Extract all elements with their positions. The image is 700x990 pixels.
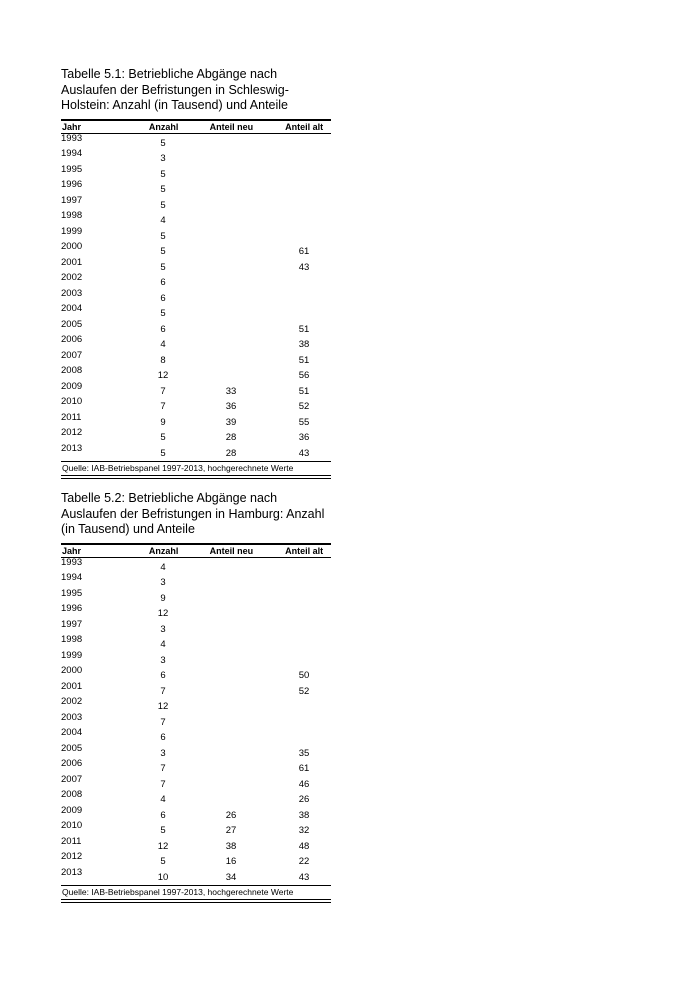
cell-anteil-alt xyxy=(277,573,331,589)
table-row xyxy=(61,397,331,413)
cell-jahr: 2003 xyxy=(61,711,83,723)
table-row xyxy=(61,242,331,258)
bottom-rule xyxy=(61,899,331,903)
table-row xyxy=(61,413,331,429)
cell-anteil-alt: 48 xyxy=(298,840,310,852)
cell-jahr: 2006 xyxy=(61,758,83,769)
cell-anteil-alt: 38 xyxy=(298,339,310,350)
header-anzahl: Anzahl xyxy=(148,121,179,132)
cell-anzahl: 12 xyxy=(157,840,169,852)
cell-anzahl: 5 xyxy=(160,447,166,459)
table-title: Tabelle 5.1: Betriebliche Abgänge nach Auslaufen der Befristungen in Schleswig-Holstein: Anzahl (in Tausend) und Anteile xyxy=(61,67,289,112)
table-row xyxy=(61,868,331,884)
cell-jahr: 2000 xyxy=(61,241,83,252)
table-row xyxy=(61,775,331,791)
header-anteil-alt: Anteil alt xyxy=(285,121,324,132)
cell-anteil-neu: 28 xyxy=(225,432,237,443)
cell-anteil-alt: 51 xyxy=(298,354,310,366)
cell-jahr: 2001 xyxy=(61,256,83,268)
table-row xyxy=(61,382,331,398)
cell-jahr: 2013 xyxy=(61,866,83,878)
cell-anzahl: 5 xyxy=(160,168,166,180)
cell-anteil-alt xyxy=(277,165,331,181)
cell-jahr: 2006 xyxy=(61,334,83,345)
cell-anzahl: 5 xyxy=(160,184,166,195)
cell-jahr: 2007 xyxy=(61,349,83,361)
cell-anteil-alt: 36 xyxy=(298,432,310,443)
cell-anteil-alt: 52 xyxy=(298,685,310,697)
cell-anteil-neu: 27 xyxy=(225,825,237,836)
cell-anzahl: 5 xyxy=(160,825,166,836)
cell-anteil-alt: 55 xyxy=(298,416,310,428)
cell-anteil-neu: 28 xyxy=(225,447,237,459)
cell-jahr: 2008 xyxy=(61,789,83,800)
cell-anzahl: 3 xyxy=(160,623,166,635)
cell-anteil-neu xyxy=(185,304,277,320)
cell-jahr: 2008 xyxy=(61,365,83,376)
table-row xyxy=(61,351,331,367)
cell-anteil-neu xyxy=(185,775,277,791)
cell-anteil-alt: 56 xyxy=(298,370,310,381)
cell-jahr: 1996 xyxy=(61,603,83,614)
cell-anteil-neu: 26 xyxy=(225,809,237,821)
cell-jahr: 1999 xyxy=(61,225,83,237)
cell-anzahl: 5 xyxy=(160,856,166,867)
cell-jahr: 2011 xyxy=(61,835,82,847)
cell-anteil-neu xyxy=(185,682,277,698)
cell-anzahl: 3 xyxy=(160,747,166,759)
cell-anteil-alt xyxy=(277,211,331,227)
cell-anteil-neu xyxy=(185,635,277,651)
cell-anzahl: 7 xyxy=(160,763,166,774)
cell-anteil-neu: 39 xyxy=(225,416,237,428)
cell-anteil-alt: 38 xyxy=(298,809,310,821)
cell-anteil-alt: 43 xyxy=(298,261,310,273)
cell-anteil-neu xyxy=(185,258,277,274)
cell-anteil-alt: 43 xyxy=(298,447,310,459)
table-row xyxy=(61,428,331,444)
cell-anzahl: 7 xyxy=(160,401,166,412)
table-row xyxy=(61,320,331,336)
cell-anteil-neu xyxy=(185,273,277,289)
cell-anteil-alt xyxy=(277,604,331,620)
header-anteil-neu: Anteil neu xyxy=(209,121,254,132)
table-row xyxy=(61,211,331,227)
cell-anteil-neu xyxy=(185,604,277,620)
table-row xyxy=(61,335,331,351)
cell-anteil-alt xyxy=(277,635,331,651)
cell-jahr: 2003 xyxy=(61,287,83,299)
cell-jahr: 1993 xyxy=(61,132,83,144)
cell-anteil-neu xyxy=(185,320,277,336)
table-title: Tabelle 5.2: Betriebliche Abgänge nach Auslaufen der Befristungen in Hamburg: Anzahl (in Tausend) und Anteile xyxy=(61,491,325,536)
cell-anteil-alt xyxy=(277,304,331,320)
cell-anteil-neu xyxy=(185,620,277,636)
cell-jahr: 2009 xyxy=(61,804,83,816)
table-body xyxy=(61,134,331,460)
cell-anteil-alt xyxy=(277,558,331,574)
cell-jahr: 1999 xyxy=(61,649,83,661)
cell-anteil-alt: 51 xyxy=(298,385,310,397)
cell-anteil-alt xyxy=(277,196,331,212)
table-row xyxy=(61,821,331,837)
cell-anzahl: 6 xyxy=(160,732,166,743)
cell-anzahl: 5 xyxy=(160,246,166,257)
cell-anteil-alt: 61 xyxy=(298,246,310,257)
cell-anteil-neu xyxy=(185,165,277,181)
table-row xyxy=(61,790,331,806)
cell-anzahl: 3 xyxy=(160,654,166,666)
cell-jahr: 2001 xyxy=(61,680,83,692)
table-row xyxy=(61,134,331,150)
cell-jahr: 2000 xyxy=(61,665,83,676)
source-note: Quelle: IAB-Betriebspanel 1997-2013, hochgerechnete Werte xyxy=(62,887,294,897)
cell-anteil-neu xyxy=(185,196,277,212)
table-body xyxy=(61,558,331,884)
header-anteil-neu: Anteil neu xyxy=(209,545,254,556)
cell-anzahl: 7 xyxy=(160,778,166,790)
cell-anteil-neu xyxy=(185,759,277,775)
cell-anzahl: 4 xyxy=(160,339,166,350)
source-note: Quelle: IAB-Betriebspanel 1997-2013, hochgerechnete Werte xyxy=(62,463,294,473)
cell-jahr: 2010 xyxy=(61,396,83,407)
cell-anzahl: 4 xyxy=(160,794,166,805)
table-row xyxy=(61,713,331,729)
cell-anteil-neu xyxy=(185,713,277,729)
header-jahr: Jahr xyxy=(62,121,82,132)
cell-jahr: 1998 xyxy=(61,634,83,645)
cell-anteil-neu xyxy=(185,134,277,150)
cell-anteil-neu xyxy=(185,242,277,258)
cell-anzahl: 6 xyxy=(160,292,166,304)
cell-anteil-neu xyxy=(185,289,277,305)
cell-anzahl: 7 xyxy=(160,685,166,697)
cell-anteil-alt xyxy=(277,273,331,289)
cell-anteil-neu: 16 xyxy=(225,856,237,867)
table-row xyxy=(61,837,331,853)
cell-anteil-neu xyxy=(185,351,277,367)
cell-anzahl: 3 xyxy=(160,577,166,588)
cell-anteil-alt: 51 xyxy=(298,323,310,335)
table-row xyxy=(61,366,331,382)
cell-anteil-neu xyxy=(185,666,277,682)
table-header xyxy=(61,545,331,557)
cell-anteil-neu xyxy=(185,558,277,574)
table-row xyxy=(61,558,331,574)
cell-anteil-alt: 32 xyxy=(298,825,310,836)
table-row xyxy=(61,635,331,651)
cell-anteil-alt: 22 xyxy=(298,856,310,867)
cell-jahr: 2005 xyxy=(61,318,83,330)
cell-anteil-neu xyxy=(185,589,277,605)
table-row xyxy=(61,149,331,165)
cell-jahr: 1995 xyxy=(61,587,83,599)
cell-anteil-alt: 43 xyxy=(298,871,310,883)
cell-anteil-neu xyxy=(185,227,277,243)
table-row xyxy=(61,697,331,713)
cell-anzahl: 6 xyxy=(160,323,166,335)
table-row xyxy=(61,744,331,760)
cell-jahr: 2012 xyxy=(61,851,83,862)
cell-jahr: 1998 xyxy=(61,210,83,221)
cell-jahr: 1994 xyxy=(61,572,83,583)
table-row xyxy=(61,759,331,775)
cell-anzahl: 6 xyxy=(160,670,166,681)
table-row xyxy=(61,589,331,605)
cell-anteil-neu xyxy=(185,697,277,713)
cell-anzahl: 4 xyxy=(160,561,166,573)
cell-anzahl: 6 xyxy=(160,809,166,821)
cell-anteil-alt: 52 xyxy=(298,401,310,412)
cell-jahr: 1995 xyxy=(61,163,83,175)
table-row xyxy=(61,227,331,243)
cell-anteil-neu xyxy=(185,651,277,667)
cell-anzahl: 12 xyxy=(157,701,169,712)
cell-anteil-alt xyxy=(277,697,331,713)
cell-jahr: 2012 xyxy=(61,427,83,438)
table-5-2 xyxy=(61,491,331,903)
table-row xyxy=(61,289,331,305)
cell-anteil-alt xyxy=(277,180,331,196)
cell-anteil-neu xyxy=(185,149,277,165)
cell-anteil-neu xyxy=(185,744,277,760)
cell-anteil-neu xyxy=(185,180,277,196)
table-row xyxy=(61,806,331,822)
cell-anzahl: 6 xyxy=(160,277,166,288)
table-row xyxy=(61,852,331,868)
table-row xyxy=(61,620,331,636)
cell-jahr: 2002 xyxy=(61,272,83,283)
cell-jahr: 2004 xyxy=(61,727,83,738)
cell-anzahl: 10 xyxy=(157,871,169,883)
cell-anzahl: 7 xyxy=(160,716,166,728)
cell-anteil-alt: 26 xyxy=(298,794,310,805)
cell-anteil-neu xyxy=(185,335,277,351)
cell-jahr: 2013 xyxy=(61,442,83,454)
cell-jahr: 2002 xyxy=(61,696,83,707)
table-header xyxy=(61,121,331,133)
table-row xyxy=(61,258,331,274)
cell-anteil-alt xyxy=(277,728,331,744)
cell-anteil-alt xyxy=(277,227,331,243)
cell-anzahl: 7 xyxy=(160,385,166,397)
header-anzahl: Anzahl xyxy=(148,545,179,556)
table-row xyxy=(61,444,331,460)
table-row xyxy=(61,196,331,212)
cell-anteil-neu: 36 xyxy=(225,401,237,412)
cell-anzahl: 9 xyxy=(160,416,166,428)
cell-anzahl: 5 xyxy=(160,308,166,319)
cell-jahr: 2004 xyxy=(61,303,83,314)
header-anteil-alt: Anteil alt xyxy=(285,545,324,556)
cell-anzahl: 5 xyxy=(160,432,166,443)
cell-anzahl: 5 xyxy=(160,261,166,273)
table-row xyxy=(61,165,331,181)
cell-anteil-neu xyxy=(185,366,277,382)
cell-jahr: 1997 xyxy=(61,618,83,630)
cell-anzahl: 5 xyxy=(160,199,166,211)
table-row xyxy=(61,180,331,196)
cell-anteil-alt xyxy=(277,134,331,150)
cell-anzahl: 4 xyxy=(160,215,166,226)
cell-anzahl: 4 xyxy=(160,639,166,650)
cell-anteil-alt: 35 xyxy=(298,747,310,759)
cell-jahr: 2005 xyxy=(61,742,83,754)
bottom-rule xyxy=(61,475,331,479)
cell-anzahl: 9 xyxy=(160,592,166,604)
cell-jahr: 2009 xyxy=(61,380,83,392)
cell-anteil-neu: 34 xyxy=(225,871,237,883)
cell-jahr: 2007 xyxy=(61,773,83,785)
table-row xyxy=(61,304,331,320)
cell-anteil-alt: 46 xyxy=(298,778,310,790)
table-row xyxy=(61,651,331,667)
cell-jahr: 2010 xyxy=(61,820,83,831)
cell-anteil-alt xyxy=(277,149,331,165)
cell-anteil-alt xyxy=(277,651,331,667)
cell-anteil-neu: 33 xyxy=(225,385,237,397)
cell-anteil-alt: 61 xyxy=(298,763,310,774)
table-row xyxy=(61,666,331,682)
cell-anteil-neu: 38 xyxy=(225,840,237,852)
cell-anzahl: 3 xyxy=(160,153,166,164)
table-row xyxy=(61,728,331,744)
cell-anzahl: 8 xyxy=(160,354,166,366)
cell-anteil-alt: 50 xyxy=(298,670,310,681)
cell-anteil-neu xyxy=(185,728,277,744)
cell-anteil-alt xyxy=(277,620,331,636)
cell-anteil-alt xyxy=(277,289,331,305)
cell-jahr: 1996 xyxy=(61,179,83,190)
cell-anzahl: 5 xyxy=(160,137,166,149)
cell-anteil-neu xyxy=(185,790,277,806)
header-jahr: Jahr xyxy=(62,545,82,556)
cell-jahr: 1993 xyxy=(61,556,83,568)
cell-jahr: 1997 xyxy=(61,194,83,206)
table-5-1 xyxy=(61,67,331,479)
cell-anzahl: 12 xyxy=(157,370,169,381)
cell-anteil-neu xyxy=(185,211,277,227)
cell-anteil-neu xyxy=(185,573,277,589)
cell-anteil-alt xyxy=(277,589,331,605)
cell-anteil-alt xyxy=(277,713,331,729)
cell-jahr: 2011 xyxy=(61,411,82,423)
table-row xyxy=(61,682,331,698)
table-row xyxy=(61,604,331,620)
cell-jahr: 1994 xyxy=(61,148,83,159)
table-row xyxy=(61,573,331,589)
table-row xyxy=(61,273,331,289)
cell-anzahl: 12 xyxy=(157,608,169,619)
cell-anzahl: 5 xyxy=(160,230,166,242)
